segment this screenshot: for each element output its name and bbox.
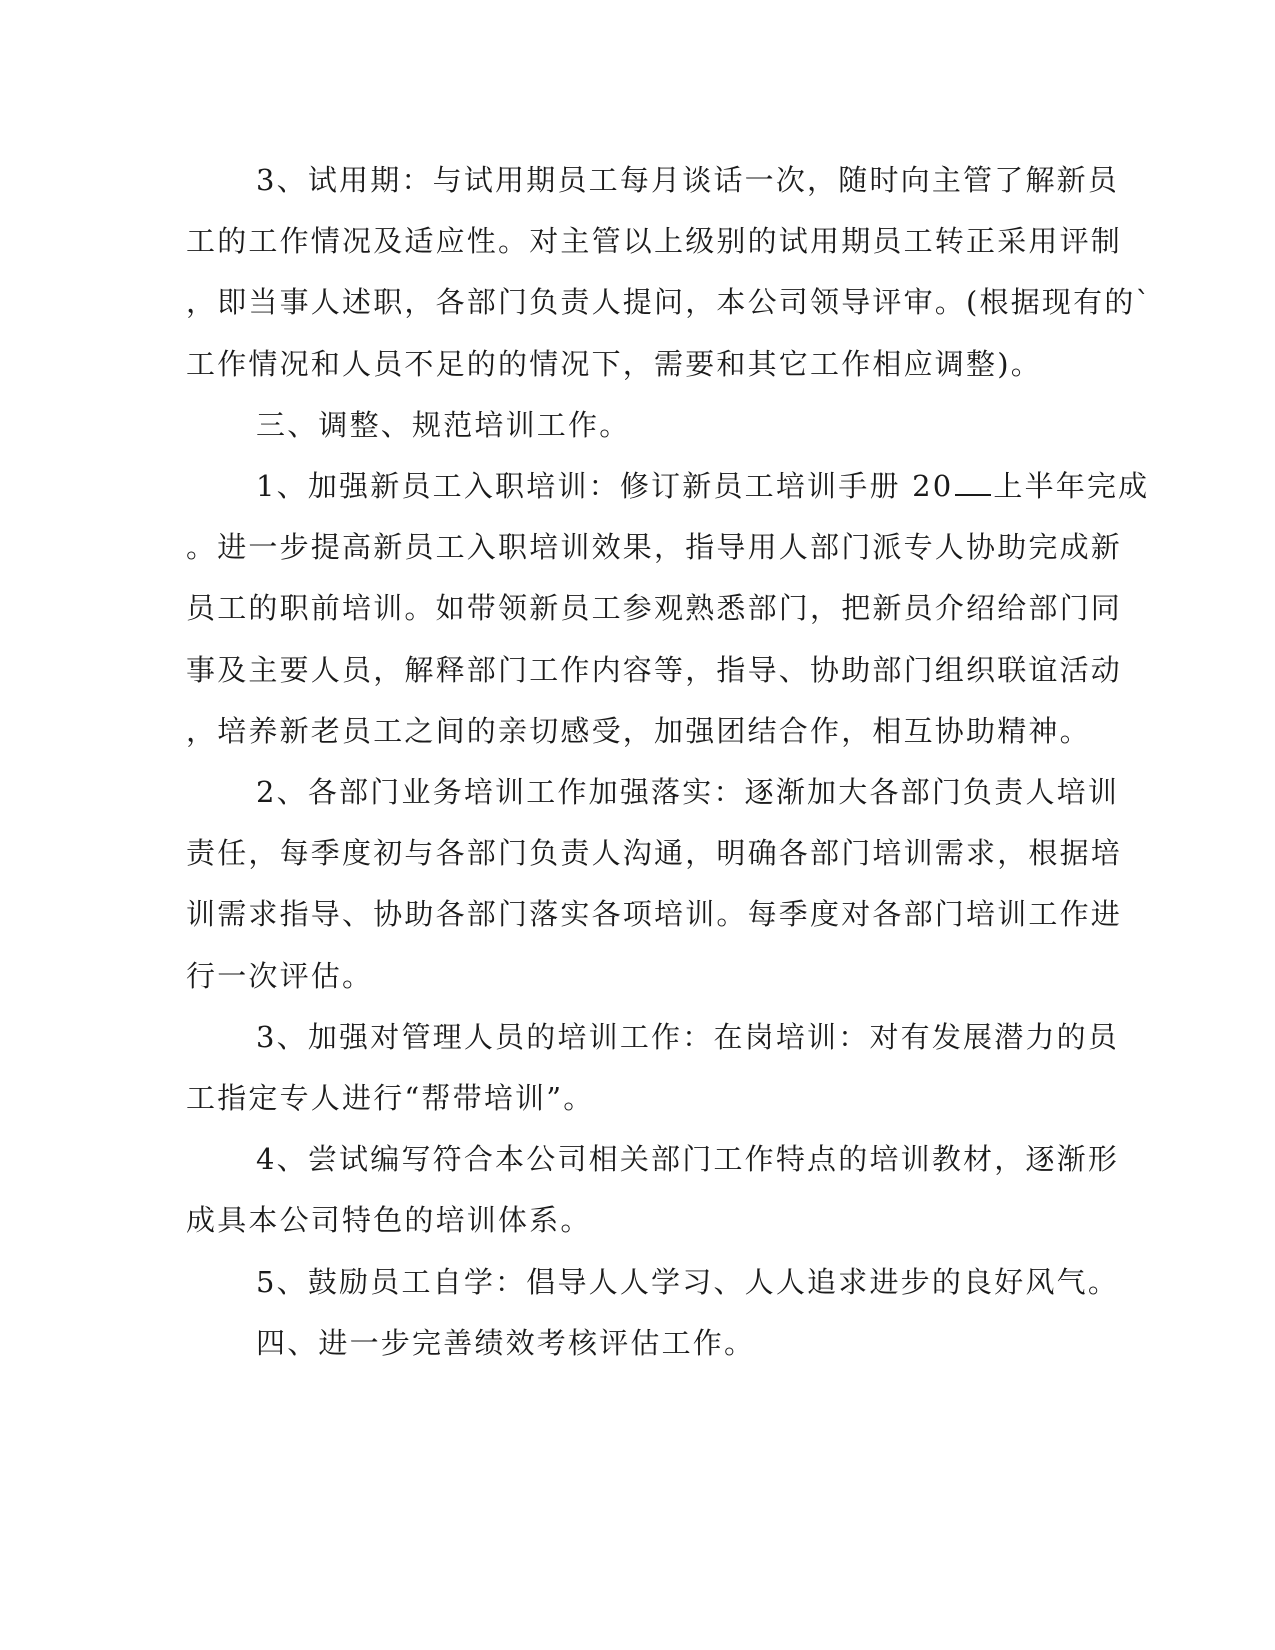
text-line: 成具本公司特色的培训体系。: [186, 1203, 592, 1238]
section-heading: 四、进一步完善绩效考核评估工作。: [256, 1325, 756, 1360]
text-line: 3、试用期：与试用期员工每月谈话一次，随时向主管了解新员: [256, 163, 1120, 197]
text-fragment: 上半年完成: [993, 469, 1150, 504]
text-line: 4、尝试编写符合本公司相关部门工作特点的培训教材，逐渐形: [256, 1142, 1120, 1177]
text-line: 。进一步提高新员工入职培训效果，指导用人部门派专人协助完成新: [186, 530, 1123, 565]
text-line: 工作情况和人员不足的的情况下，需要和其它工作相应调整)。: [186, 346, 1042, 381]
text-line: 工的工作情况及适应性。对主管以上级别的试用期员工转正采用评制: [186, 224, 1123, 259]
text-line: 5、鼓励员工自学：倡导人人学习、人人追求进步的良好风气。: [256, 1264, 1120, 1299]
fill-in-blank: [955, 470, 991, 496]
text-line: ，即当事人述职，各部门负责人提问，本公司领导评审。(根据现有的`: [186, 285, 1153, 320]
document-body: [186, 150, 1153, 1374]
text-line: [186, 456, 1150, 517]
text-line: 训需求指导、协助各部门落实各项培训。每季度对各部门培训工作进: [186, 897, 1123, 932]
section-heading: 三、调整、规范培训工作。: [256, 407, 631, 442]
text-line: 3、加强对管理人员的培训工作：在岗培训：对有发展潜力的员: [256, 1019, 1120, 1054]
text-line: ，培养新老员工之间的亲切感受，加强团结合作，相互协助精神。: [186, 713, 1091, 748]
text-line: 工指定专人进行“帮带培训”。: [186, 1081, 595, 1116]
text-fragment: 1、加强新员工入职培训：修订新员工培训手册 20: [256, 469, 954, 504]
text-line: 责任，每季度初与各部门负责人沟通，明确各部门培训需求，根据培: [186, 836, 1123, 871]
text-line: 行一次评估。: [186, 958, 374, 993]
text-line: 员工的职前培训。如带领新员工参观熟悉部门，把新员介绍给部门同: [186, 591, 1123, 626]
text-line: 事及主要人员，解释部门工作内容等，指导、协助部门组织联谊活动: [186, 652, 1123, 687]
text-line: 2、各部门业务培训工作加强落实：逐渐加大各部门负责人培训: [256, 775, 1120, 810]
